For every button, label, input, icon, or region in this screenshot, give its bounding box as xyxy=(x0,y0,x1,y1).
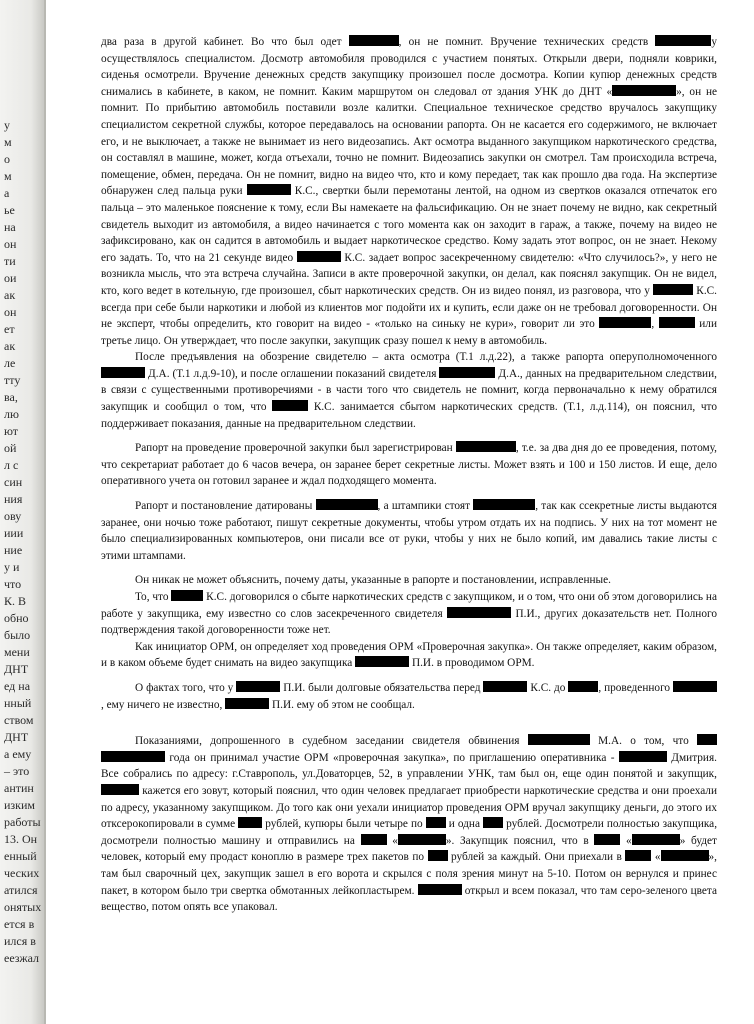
margin-fragment: ле xyxy=(4,356,16,370)
redaction xyxy=(398,834,446,845)
redaction xyxy=(697,734,717,745)
redaction xyxy=(599,317,651,328)
margin-fragment: м xyxy=(4,135,12,149)
paragraph-8: О фактах того, что у П.И. были долговые обязательства перед К.С. до , проведенного , ему ничего не известно, П.И. ему об этом не сообщал. xyxy=(101,680,717,713)
redaction xyxy=(661,850,709,861)
redaction xyxy=(361,834,387,845)
redaction xyxy=(349,35,399,46)
margin-fragment: ои xyxy=(4,271,17,285)
paragraph-2: После предъявления на обозрение свидетелю – акта осмотра (Т.1 л.д.22), а также рапорта оперуполномоченного Д.А. (Т.1 л.д.9-10), и после оглашении показаний свидетеля Д.А., данных на предварительном следствии, в связи с существенными противоречиями - в части того что свидетель не помнит, когда первоначально к нему обратился закупщик и сообщил о том, что К.С. занимается сбытом наркотических средств. (Т.1, л.д.114), он пояснил, что поддерживает показания, данные на предварительном следствии. xyxy=(101,351,717,430)
margin-fragment: ак xyxy=(4,288,16,302)
margin-fragment: что xyxy=(4,577,22,591)
margin-fragment: у xyxy=(4,118,10,132)
margin-fragment: было xyxy=(4,628,31,642)
redaction xyxy=(101,367,145,378)
margin-fragment: антин xyxy=(4,781,34,795)
margin-fragment: он xyxy=(4,305,17,319)
paragraph-4: Рапорт и постановление датированы , а штампики стоят , так как ссекретные листы выдаются заранее, они ночью тоже работают, пишут секретные документы, чтобы утром отдать их на подпись. У них на тот момент не было специализированных компьютеров, они писали все от руки, чтобы у них не было копий, им давались такие листы с этими штампами. xyxy=(101,500,717,562)
redaction xyxy=(238,817,262,828)
margin-fragment: ье xyxy=(4,203,15,217)
redaction xyxy=(483,681,527,692)
margin-fragment: ют xyxy=(4,424,19,438)
margin-fragment: изким xyxy=(4,798,36,812)
margin-fragment: ти xyxy=(4,254,16,268)
margin-fragment: онятых xyxy=(4,900,42,914)
margin-fragment: м xyxy=(4,169,12,183)
redaction xyxy=(528,734,590,745)
redaction xyxy=(236,681,280,692)
redaction xyxy=(619,751,667,762)
margin-fragment: ния xyxy=(4,492,23,506)
redaction xyxy=(447,607,511,618)
redaction xyxy=(101,784,139,795)
margin-fragment: обно xyxy=(4,611,29,625)
margin-fragment: ился в xyxy=(4,934,36,948)
redaction xyxy=(568,681,598,692)
margin-fragment: тту xyxy=(4,373,21,387)
redaction xyxy=(439,367,495,378)
margin-fragment: работы xyxy=(4,815,41,829)
margin-fragment: мени xyxy=(4,645,30,659)
redaction xyxy=(625,850,651,861)
redaction xyxy=(428,850,448,861)
adjacent-page-strip xyxy=(0,0,46,1024)
redaction xyxy=(171,590,203,601)
margin-fragment: ется в xyxy=(4,917,35,931)
margin-fragment: ову xyxy=(4,509,22,523)
margin-fragment: л с xyxy=(4,458,19,472)
redaction xyxy=(101,751,165,762)
margin-fragment: К. В xyxy=(4,594,27,608)
margin-fragment: ет xyxy=(4,322,15,336)
redaction xyxy=(594,834,620,845)
redaction xyxy=(655,35,711,46)
margin-fragment: 13. Он xyxy=(4,832,38,846)
margin-fragment: у и xyxy=(4,560,20,574)
margin-fragment: ак xyxy=(4,339,16,353)
margin-fragment: ческих xyxy=(4,866,40,880)
margin-fragment: – это xyxy=(4,764,30,778)
paragraph-6: То, что К.С. договорился о сбыте наркотических средств с закупщиком, и о том, что они об этом договорились на работе у закупщика, ему известно со слов засекреченного свидетеля П.И., других доказательств нет. Полного подтверждения такой договоренности тоже нет. xyxy=(101,591,717,637)
redaction xyxy=(355,656,409,667)
margin-fragment: на xyxy=(4,220,16,234)
document-page xyxy=(101,34,717,916)
margin-fragment: ой xyxy=(4,441,17,455)
margin-fragment: лю xyxy=(4,407,19,421)
margin-fragment: иии xyxy=(4,526,24,540)
margin-fragment: атился xyxy=(4,883,38,897)
redaction xyxy=(272,400,308,411)
redaction xyxy=(456,441,516,452)
redaction xyxy=(297,251,341,262)
margin-fragment: син xyxy=(4,475,23,489)
redaction xyxy=(653,284,693,295)
redaction xyxy=(473,499,535,510)
redaction xyxy=(316,499,378,510)
margin-fragment: он xyxy=(4,237,17,251)
margin-fragment: ед на xyxy=(4,679,31,693)
redaction xyxy=(247,184,291,195)
margin-fragment: ством xyxy=(4,713,34,727)
redaction xyxy=(659,317,695,328)
margin-fragment: ва, xyxy=(4,390,18,404)
redaction xyxy=(426,817,446,828)
margin-fragment: енный xyxy=(4,849,37,863)
redaction xyxy=(225,698,269,709)
paragraph-3: Рапорт на проведение проверочной закупки был зарегистрирован , т.е. за два дня до ее проведения, потому, что секретариат работает до 6 часов вечера, он заранее берет секретные листы. Может взять и 100 и 150 листов. И еще, дело оперативного учета он готовил заранее и ждал подходящего момента. xyxy=(101,442,717,488)
margin-fragment: ние xyxy=(4,543,23,557)
margin-fragment: ДНТ xyxy=(4,730,29,744)
margin-fragment: о xyxy=(4,152,10,166)
margin-fragment: еезжал xyxy=(4,951,40,965)
redaction xyxy=(673,681,717,692)
paragraph-1: два раза в другой кабинет. Во что был одет , он не помнит. Вручение технических средств у осуществлялось специалистом. Досмотр автомобиля проводился с участием понятых. Открыли двери, подняли коврики, сиденья осмотрели. Вручение денежных средств закупщику произошел после досмотра. Копии купюр денежных средств снимались в кабинете, в каком, не помнит. Каким маршрутом он следовал от здания УНК до ДНТ « », он не помнит. По прибытию автомобиль поставили возле калитки. Специальное техническое средство вручалось закупщику специалистом секретной службы, которое передавалось на основании рапорта. Он не касается его содержимого, не включает его, и не выключает, а также не вынимает из него видеозапись. Акт осмотра выданного закупщиком наркотического средства, он составлял в машине, может, когда отъехали, точно не помнит. Видеозапись закупки он смотрел. Там происходила встреча, помещение, обмен, передача. Он не помнит, видно на видео что, кто и кому передает, так как прошло два года. На экспертизе обнаружен след пальца руки К.С., свертки были перемотаны лентой, на одном из свертков оказался отпечаток его пальца – это маленькое пояснение к тому, если Вы намекаете на фальсификацию. Он не знает почему не видно, как секретный свидетель выходит из автомобиля, а видео начинается с того момента как он заходит в гараж, а также, почему на видео не зафиксировано, как он садится в автомобиль и выдает наркотическое средство. Кому задать этот вопрос, он не знает. Некому его задать. То, что на 21 секунде видео К.С. задает вопрос засекреченному свидетелю: «Что случилось?», у него не возникла мысль, что эта встреча случайна. Записи в акте проверочной закупки, он делал, как пояснял закупщик. Он не видел, кто, кого ведет в котельную, где произошел, сбыт наркотических средств. Он из видео понял, из разговора, что у К.С. всегда при себе были наркотики и любой из клиентов мог подойти их и купить, если даже он не требовал договоренности. Он не эксперт, чтобы определить, кто говорит на видео - «только на синьку не кури», говорит ли это , или третье лицо. Он утверждает, что после закупки, закупщик сразу пошел к нему в автомобиль. xyxy=(101,36,718,347)
redaction xyxy=(612,85,676,96)
margin-fragment: а ему xyxy=(4,747,32,761)
paragraph-5: Он никак не может объяснить, почему даты, указанные в рапорте и постановлении, исправленные. xyxy=(135,574,611,587)
margin-fragment: а xyxy=(4,186,10,200)
margin-fragment: ДНТ xyxy=(4,662,29,676)
paragraph-9: Показаниями, допрошенного в судебном заседании свидетеля обвинения М.А. о том, что года он принимал участие ОРМ «проверочная закупка», по приглашению оперативника - Дмитрия. Все собрались по адресу: г.Ставрополь, ул.Доваторцев, 52, в управлении УНК, там был он, еще один понятой и закупщик, кажется его зовут, который пояснил, что один человек предлагает приобрести наркотические средства и они проехали по адресу, указанному закупщиком. До того как они уехали инициатор проведения ОРМ вручал закупщику деньги, до этого их отксерокопировали в сумме рублей, купюры были четыре по и одна рублей. Досмотрели полностью закупщика, досмотрели полностью машину и отправились на « ». Закупщик пояснил, что в « » будет человек, который ему продаст коноплю в размере трех пакетов по рублей за каждый. Они приехали в « », там был сварочный цех, закупщик зашел в его ворота и скрылся с поля зрения минут на 5-10. Потом он вернулся и принес пакет, в котором было три свертка обмотанных лейкопластырем. открыл и всем показал, что там серо-зеленого цвета вещество, потом опять все упаковал. xyxy=(101,735,718,914)
margin-fragment: нный xyxy=(4,696,32,710)
redaction xyxy=(632,834,680,845)
paragraph-7: Как инициатор ОРМ, он определяет ход проведения ОРМ «Проверочная закупка». Он также определяет, каким образом, и в каком объеме будет снимать на видео закупщика П.И. в проводимом ОРМ. xyxy=(101,640,717,670)
redaction xyxy=(483,817,503,828)
redaction xyxy=(418,884,462,895)
